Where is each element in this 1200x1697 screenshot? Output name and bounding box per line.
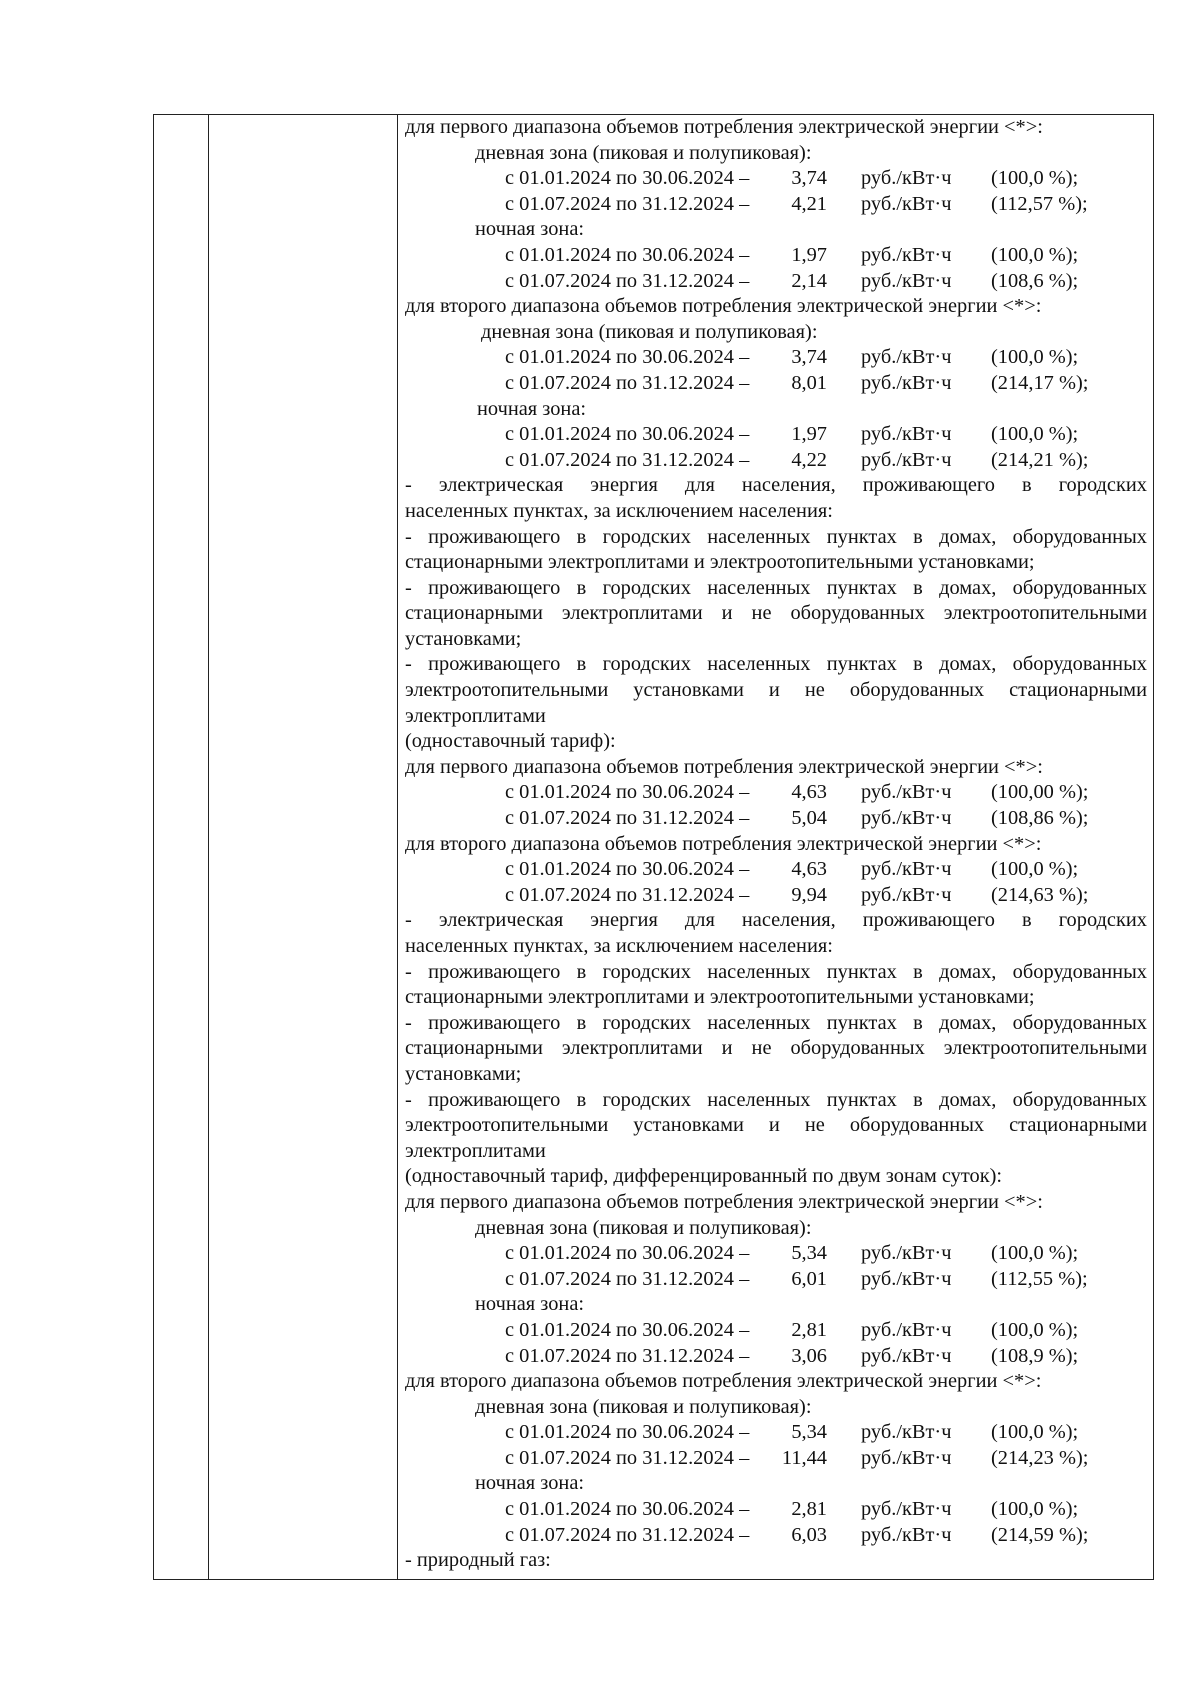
rate-percent: (108,9 %); [991, 1344, 1079, 1367]
text-line: - электрическая энергия для населения, проживающего в городских [405, 909, 1147, 932]
rate-unit: руб./кВт·ч [861, 1498, 952, 1521]
rate-unit: руб./кВт·ч [861, 1242, 952, 1265]
rate-unit: руб./кВт·ч [861, 1318, 952, 1341]
text-line: ночная зона: [475, 1472, 585, 1495]
rate-percent: (214,21 %); [991, 448, 1089, 471]
rate-percent: (100,0 %); [991, 423, 1079, 446]
text-line: дневная зона (пиковая и полупиковая): [481, 320, 818, 343]
rate-period: с 01.07.2024 по 31.12.2024 – [505, 371, 750, 394]
text-line: ночная зона: [477, 397, 587, 420]
tariff-rate-row [405, 780, 1147, 806]
rate-unit: руб./кВт·ч [861, 1446, 952, 1469]
rate-percent: (108,86 %); [991, 807, 1089, 830]
tariff-rate-row [405, 1446, 1147, 1472]
tariff-rate-row [405, 1420, 1147, 1446]
rate-value: 1,97 [791, 423, 827, 446]
rate-percent: (214,63 %); [991, 883, 1089, 906]
rate-value: 11,44 [781, 1446, 827, 1469]
rate-unit: руб./кВт·ч [861, 1421, 952, 1444]
rate-value: 9,94 [791, 883, 827, 906]
text-line: установками; [405, 1062, 522, 1085]
rate-unit: руб./кВт·ч [861, 883, 952, 906]
rate-percent: (112,55 %); [991, 1267, 1088, 1290]
text-line: дневная зона (пиковая и полупиковая): [475, 141, 812, 164]
text-line: для первого диапазона объемов потребления электрической энергии <*>: [405, 116, 1043, 138]
text-line: стационарными электроплитами и не оборудованных электроотопительными [405, 1037, 1147, 1060]
rate-percent: (100,0 %); [991, 1242, 1079, 1265]
rate-value: 3,74 [791, 167, 827, 190]
rate-period: с 01.07.2024 по 31.12.2024 – [505, 192, 750, 215]
text-line: стационарными электроплитами и электроотопительными установками; [405, 551, 1035, 574]
rate-unit: руб./кВт·ч [861, 371, 952, 394]
text-line: - проживающего в городских населенных пунктах в домах, оборудованных [405, 653, 1147, 676]
text-line: (одноставочный тариф, дифференцированный по двум зонам суток): [405, 1165, 1003, 1188]
rate-percent: (100,0 %); [991, 1421, 1079, 1444]
tariff-rate-row [405, 166, 1147, 192]
rate-percent: (100,0 %); [991, 346, 1079, 369]
rate-value: 3,06 [791, 1344, 827, 1367]
text-line: стационарными электроплитами и электроотопительными установками; [405, 986, 1035, 1009]
tariff-rate-row [405, 1267, 1147, 1293]
rate-value: 4,63 [791, 781, 827, 804]
tariff-rate-row [405, 883, 1147, 909]
text-line: - проживающего в городских населенных пунктах в домах, оборудованных [405, 576, 1147, 599]
tariff-rate-row [405, 448, 1147, 474]
rate-period: с 01.01.2024 по 30.06.2024 – [505, 423, 750, 446]
rate-period: с 01.07.2024 по 31.12.2024 – [505, 448, 750, 471]
text-line: электроплитами [405, 704, 546, 727]
rate-unit: руб./кВт·ч [861, 807, 952, 830]
rate-unit: руб./кВт·ч [861, 1267, 952, 1290]
rate-value: 4,22 [791, 448, 827, 471]
tariff-rate-row [405, 1241, 1147, 1267]
rate-period: с 01.01.2024 по 30.06.2024 – [505, 1498, 750, 1521]
rate-unit: руб./кВт·ч [861, 1523, 952, 1546]
rate-period: с 01.07.2024 по 31.12.2024 – [505, 1267, 750, 1290]
text-line: - природный газ: [405, 1549, 551, 1572]
text-line: - проживающего в городских населенных пунктах в домах, оборудованных [405, 525, 1147, 548]
column-divider-1 [208, 115, 209, 1579]
text-line: ночная зона: [475, 1293, 585, 1316]
tariff-description-cell [405, 115, 1147, 1574]
text-line: - проживающего в городских населенных пунктах в домах, оборудованных [405, 1088, 1147, 1111]
text-line: для второго диапазона объемов потребления электрической энергии <*>: [405, 1370, 1042, 1393]
rate-unit: руб./кВт·ч [861, 269, 952, 292]
rate-period: с 01.01.2024 по 30.06.2024 – [505, 243, 750, 266]
rate-period: с 01.01.2024 по 30.06.2024 – [505, 1318, 750, 1341]
rate-period: с 01.07.2024 по 31.12.2024 – [505, 1446, 750, 1469]
rate-period: с 01.01.2024 по 30.06.2024 – [505, 858, 750, 881]
rate-period: с 01.01.2024 по 30.06.2024 – [505, 167, 750, 190]
rate-value: 2,81 [791, 1498, 827, 1521]
tariff-rate-row [405, 269, 1147, 295]
rate-percent: (100,0 %); [991, 858, 1079, 881]
text-line: для второго диапазона объемов потребления электрической энергии <*>: [405, 295, 1042, 318]
text-line: ночная зона: [475, 218, 585, 241]
tariff-rate-row [405, 1497, 1147, 1523]
rate-period: с 01.07.2024 по 31.12.2024 – [505, 269, 750, 292]
rate-unit: руб./кВт·ч [861, 1344, 952, 1367]
rate-unit: руб./кВт·ч [861, 423, 952, 446]
rate-unit: руб./кВт·ч [861, 167, 952, 190]
tariff-rate-row [405, 371, 1147, 397]
text-line: - проживающего в городских населенных пунктах в домах, оборудованных [405, 1011, 1147, 1034]
text-line: населенных пунктах, за исключением населения: [405, 935, 833, 957]
rate-percent: (100,0 %); [991, 1318, 1079, 1341]
rate-percent: (214,59 %); [991, 1523, 1089, 1546]
rate-unit: руб./кВт·ч [861, 858, 952, 881]
rate-period: с 01.07.2024 по 31.12.2024 – [505, 883, 750, 906]
rate-value: 5,34 [791, 1421, 827, 1444]
rate-value: 6,01 [791, 1267, 827, 1290]
rate-period: с 01.01.2024 по 30.06.2024 – [505, 1242, 750, 1265]
rate-unit: руб./кВт·ч [861, 192, 952, 215]
rate-value: 3,74 [791, 346, 827, 369]
rate-period: с 01.07.2024 по 31.12.2024 – [505, 1344, 750, 1367]
rate-unit: руб./кВт·ч [861, 448, 952, 471]
tariff-rate-row [405, 1523, 1147, 1549]
rate-unit: руб./кВт·ч [861, 346, 952, 369]
rate-value: 4,63 [791, 858, 827, 881]
rate-percent: (108,6 %); [991, 269, 1079, 292]
tariff-rate-row [405, 192, 1147, 218]
text-line: установками; [405, 627, 522, 650]
rate-percent: (100,00 %); [991, 781, 1089, 804]
text-line: электроплитами [405, 1139, 546, 1162]
rate-value: 6,03 [791, 1523, 827, 1546]
rate-value: 2,14 [791, 269, 827, 292]
tariff-rate-row [405, 1318, 1147, 1344]
tariff-rate-row [405, 345, 1147, 371]
rate-value: 4,21 [791, 192, 827, 215]
rate-period: с 01.01.2024 по 30.06.2024 – [505, 781, 750, 804]
rate-percent: (214,17 %); [991, 371, 1089, 394]
text-line: для второго диапазона объемов потребления электрической энергии <*>: [405, 832, 1042, 855]
text-line: населенных пунктах, за исключением населения: [405, 499, 833, 522]
rate-percent: (214,23 %); [991, 1446, 1089, 1469]
text-line: электроотопительными установками и не оборудованных стационарными [405, 1114, 1147, 1137]
rate-value: 5,04 [791, 807, 827, 830]
tariff-rate-row [405, 1344, 1147, 1370]
rate-percent: (112,57 %); [991, 192, 1088, 215]
tariff-rate-row [405, 857, 1147, 883]
rate-unit: руб./кВт·ч [861, 243, 952, 266]
text-line: (одноставочный тариф): [405, 730, 616, 753]
rate-percent: (100,0 %); [991, 1498, 1079, 1521]
tariff-rate-row [405, 243, 1147, 269]
text-line: для первого диапазона объемов потребления электрической энергии <*>: [405, 755, 1043, 778]
text-line: электроотопительными установками и не оборудованных стационарными [405, 679, 1147, 702]
rate-percent: (100,0 %); [991, 243, 1079, 266]
rate-percent: (100,0 %); [991, 167, 1079, 190]
text-line: для первого диапазона объемов потребления электрической энергии <*>: [405, 1190, 1043, 1213]
rate-period: с 01.01.2024 по 30.06.2024 – [505, 346, 750, 369]
text-line: стационарными электроплитами и не оборудованных электроотопительными [405, 602, 1147, 625]
rate-period: с 01.07.2024 по 31.12.2024 – [505, 807, 750, 830]
tariff-rate-row [405, 806, 1147, 832]
rate-value: 8,01 [791, 371, 827, 394]
column-divider-2 [397, 115, 398, 1579]
rate-value: 5,34 [791, 1242, 827, 1265]
text-line: дневная зона (пиковая и полупиковая): [475, 1395, 812, 1418]
text-line: дневная зона (пиковая и полупиковая): [475, 1216, 812, 1239]
rate-value: 2,81 [791, 1318, 827, 1341]
tariff-rate-row [405, 422, 1147, 448]
text-line: - проживающего в городских населенных пунктах в домах, оборудованных [405, 960, 1147, 983]
rate-period: с 01.01.2024 по 30.06.2024 – [505, 1421, 750, 1444]
text-line: - электрическая энергия для населения, проживающего в городских [405, 474, 1147, 497]
rate-value: 1,97 [791, 243, 827, 266]
rate-period: с 01.07.2024 по 31.12.2024 – [505, 1523, 750, 1546]
rate-unit: руб./кВт·ч [861, 781, 952, 804]
